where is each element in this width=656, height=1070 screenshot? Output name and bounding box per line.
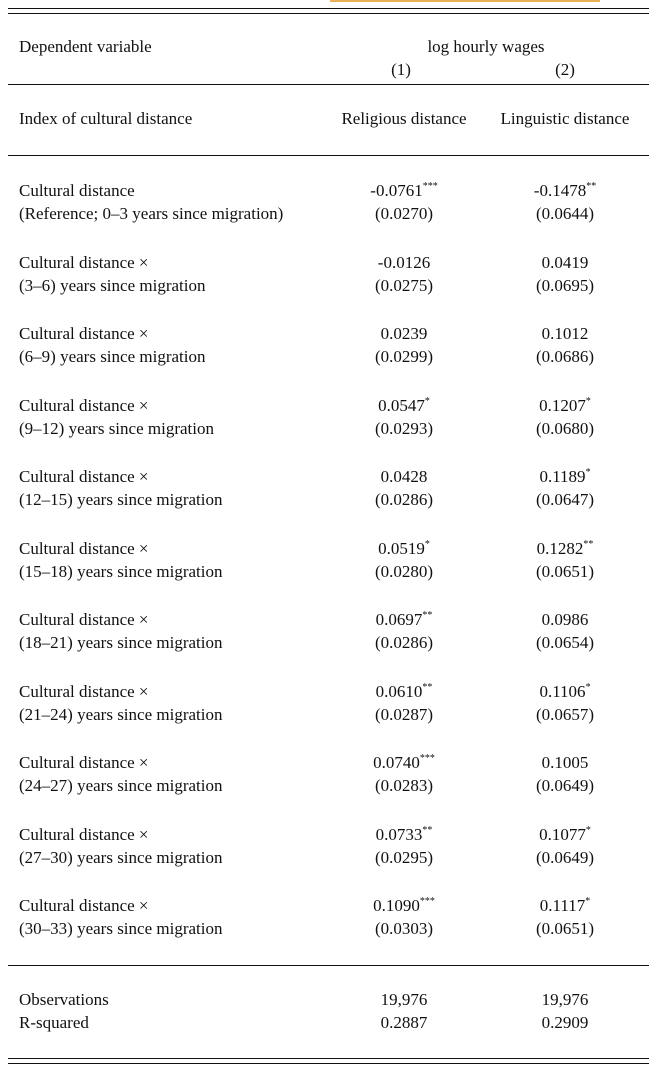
linguistic-coefficient xyxy=(490,753,640,773)
religious-std-error: (0.0286) xyxy=(374,633,434,652)
coefficient-value: 0.1282 xyxy=(536,539,584,558)
row-label: Cultural distance × xyxy=(19,539,149,558)
row-sublabel: (30–33) years since migration xyxy=(19,919,223,938)
row-sublabel: (15–18) years since migration xyxy=(19,562,223,581)
religious-std-error: (0.0293) xyxy=(374,419,434,438)
significance-stars: * xyxy=(585,467,591,478)
linguistic-coefficient xyxy=(490,896,640,916)
significance-stars: ** xyxy=(583,539,594,550)
linguistic-std-error: (0.0654) xyxy=(535,633,595,652)
linguistic-coefficient xyxy=(490,181,640,201)
significance-stars: *** xyxy=(419,753,435,764)
linguistic-coefficient xyxy=(490,253,640,273)
stats-rule xyxy=(8,965,649,966)
religious-coefficient xyxy=(330,396,478,416)
row-sublabel: (21–24) years since migration xyxy=(19,705,223,724)
coefficient-value: -0.1478 xyxy=(533,181,587,200)
column-1-number: (1) xyxy=(391,60,411,79)
linguistic-coefficient xyxy=(490,825,640,845)
coefficient-value: 0.1207 xyxy=(539,396,586,415)
row-sublabel: (Reference; 0–3 years since migration) xyxy=(19,204,284,223)
coefficient-value: -0.0126 xyxy=(377,253,431,272)
coefficient-value: -0.0761 xyxy=(370,181,423,200)
religious-coefficient xyxy=(330,682,478,702)
coefficient-value: 0.0986 xyxy=(541,610,589,629)
coefficient-value: 0.1005 xyxy=(541,753,589,772)
linguistic-coefficient xyxy=(490,682,640,702)
row-label: Cultural distance × xyxy=(19,324,149,343)
significance-stars: *** xyxy=(422,181,438,192)
religious-std-error: (0.0295) xyxy=(374,848,434,867)
bottom-rule xyxy=(8,1058,649,1059)
row-sublabel: (24–27) years since migration xyxy=(19,776,223,795)
religious-coefficient xyxy=(330,896,478,916)
coefficient-value: 0.0610 xyxy=(375,682,423,701)
coefficient-value: 0.0239 xyxy=(380,324,428,343)
religious-std-error: (0.0303) xyxy=(374,919,434,938)
religious-coefficient xyxy=(330,539,478,559)
linguistic-coefficient xyxy=(490,396,640,416)
observations-col2: 19,976 xyxy=(541,990,589,1009)
header-rule xyxy=(8,84,649,85)
religious-std-error: (0.0270) xyxy=(374,204,434,223)
column-2-number: (2) xyxy=(555,60,575,79)
religious-std-error: (0.0275) xyxy=(374,276,434,295)
significance-stars: * xyxy=(585,396,591,407)
top-rule-second xyxy=(8,13,649,14)
row-sublabel: (3–6) years since migration xyxy=(19,276,206,295)
religious-std-error: (0.0286) xyxy=(374,490,434,509)
dependent-variable-value: log hourly wages xyxy=(427,37,545,56)
linguistic-std-error: (0.0647) xyxy=(535,490,595,509)
significance-stars: * xyxy=(424,539,430,550)
religious-coefficient xyxy=(330,825,478,845)
row-label: Cultural distance × xyxy=(19,253,149,272)
linguistic-std-error: (0.0680) xyxy=(535,419,595,438)
significance-stars: ** xyxy=(422,610,433,621)
linguistic-coefficient xyxy=(490,467,640,487)
coefficient-value: 0.0519 xyxy=(378,539,425,558)
religious-std-error: (0.0283) xyxy=(374,776,434,795)
row-sublabel: (12–15) years since migration xyxy=(19,490,223,509)
coefficient-value: 0.1090 xyxy=(373,896,420,915)
linguistic-std-error: (0.0695) xyxy=(535,276,595,295)
coefficient-value: 0.1106 xyxy=(539,682,586,701)
linguistic-std-error: (0.0651) xyxy=(535,562,595,581)
coefficient-value: 0.0428 xyxy=(380,467,428,486)
coefficient-value: 0.1077 xyxy=(539,825,586,844)
row-label: Cultural distance × xyxy=(19,896,149,915)
significance-stars: * xyxy=(424,396,430,407)
significance-stars: * xyxy=(585,896,591,907)
religious-coefficient xyxy=(330,253,478,273)
religious-coefficient xyxy=(330,181,478,201)
religious-std-error: (0.0299) xyxy=(374,347,434,366)
row-label: Cultural distance × xyxy=(19,396,149,415)
header-bottom-rule xyxy=(8,155,649,156)
coefficient-value: 0.0733 xyxy=(375,825,423,844)
religious-std-error: (0.0280) xyxy=(374,562,434,581)
column-1-header: Religious distance xyxy=(341,109,467,128)
significance-stars: *** xyxy=(419,896,435,907)
row-sublabel: (18–21) years since migration xyxy=(19,633,223,652)
column-2-header: Linguistic distance xyxy=(500,109,630,128)
linguistic-std-error: (0.0686) xyxy=(535,347,595,366)
observations-label: Observations xyxy=(19,990,109,1009)
index-label: Index of cultural distance xyxy=(19,109,193,128)
coefficient-value: 0.0740 xyxy=(373,753,420,772)
coefficient-value: 0.0697 xyxy=(375,610,423,629)
significance-stars: ** xyxy=(422,825,433,836)
linguistic-std-error: (0.0644) xyxy=(535,204,595,223)
top-rule xyxy=(8,8,649,9)
religious-std-error: (0.0287) xyxy=(374,705,434,724)
coefficient-value: 0.0547 xyxy=(378,396,425,415)
significance-stars: ** xyxy=(586,181,597,192)
row-label: Cultural distance xyxy=(19,181,135,200)
significance-stars: ** xyxy=(422,682,433,693)
coefficient-value: 0.0419 xyxy=(541,253,589,272)
row-label: Cultural distance × xyxy=(19,753,149,772)
linguistic-coefficient xyxy=(490,610,640,630)
row-sublabel: (9–12) years since migration xyxy=(19,419,214,438)
row-sublabel: (27–30) years since migration xyxy=(19,848,223,867)
row-label: Cultural distance × xyxy=(19,467,149,486)
row-sublabel: (6–9) years since migration xyxy=(19,347,206,366)
r-squared-col2: 0.2909 xyxy=(541,1013,589,1032)
religious-coefficient xyxy=(330,324,478,344)
linguistic-std-error: (0.0657) xyxy=(535,705,595,724)
coefficient-value: 0.1117 xyxy=(539,896,586,915)
bottom-rule-second xyxy=(8,1063,649,1064)
row-label: Cultural distance × xyxy=(19,610,149,629)
religious-coefficient xyxy=(330,753,478,773)
linguistic-coefficient xyxy=(490,324,640,344)
significance-stars: * xyxy=(585,825,591,836)
r-squared-col1: 0.2887 xyxy=(380,1013,428,1032)
religious-coefficient xyxy=(330,467,478,487)
linguistic-std-error: (0.0649) xyxy=(535,776,595,795)
significance-stars: * xyxy=(585,682,591,693)
r-squared-label: R-squared xyxy=(19,1013,89,1032)
observations-col1: 19,976 xyxy=(380,990,428,1009)
dependent-variable-label: Dependent variable xyxy=(19,37,152,56)
coefficient-value: 0.1012 xyxy=(541,324,589,343)
religious-coefficient xyxy=(330,610,478,630)
coefficient-value: 0.1189 xyxy=(539,467,586,486)
row-label: Cultural distance × xyxy=(19,682,149,701)
top-accent-fragment xyxy=(0,0,656,3)
row-label: Cultural distance × xyxy=(19,825,149,844)
linguistic-std-error: (0.0651) xyxy=(535,919,595,938)
linguistic-std-error: (0.0649) xyxy=(535,848,595,867)
linguistic-coefficient xyxy=(490,539,640,559)
